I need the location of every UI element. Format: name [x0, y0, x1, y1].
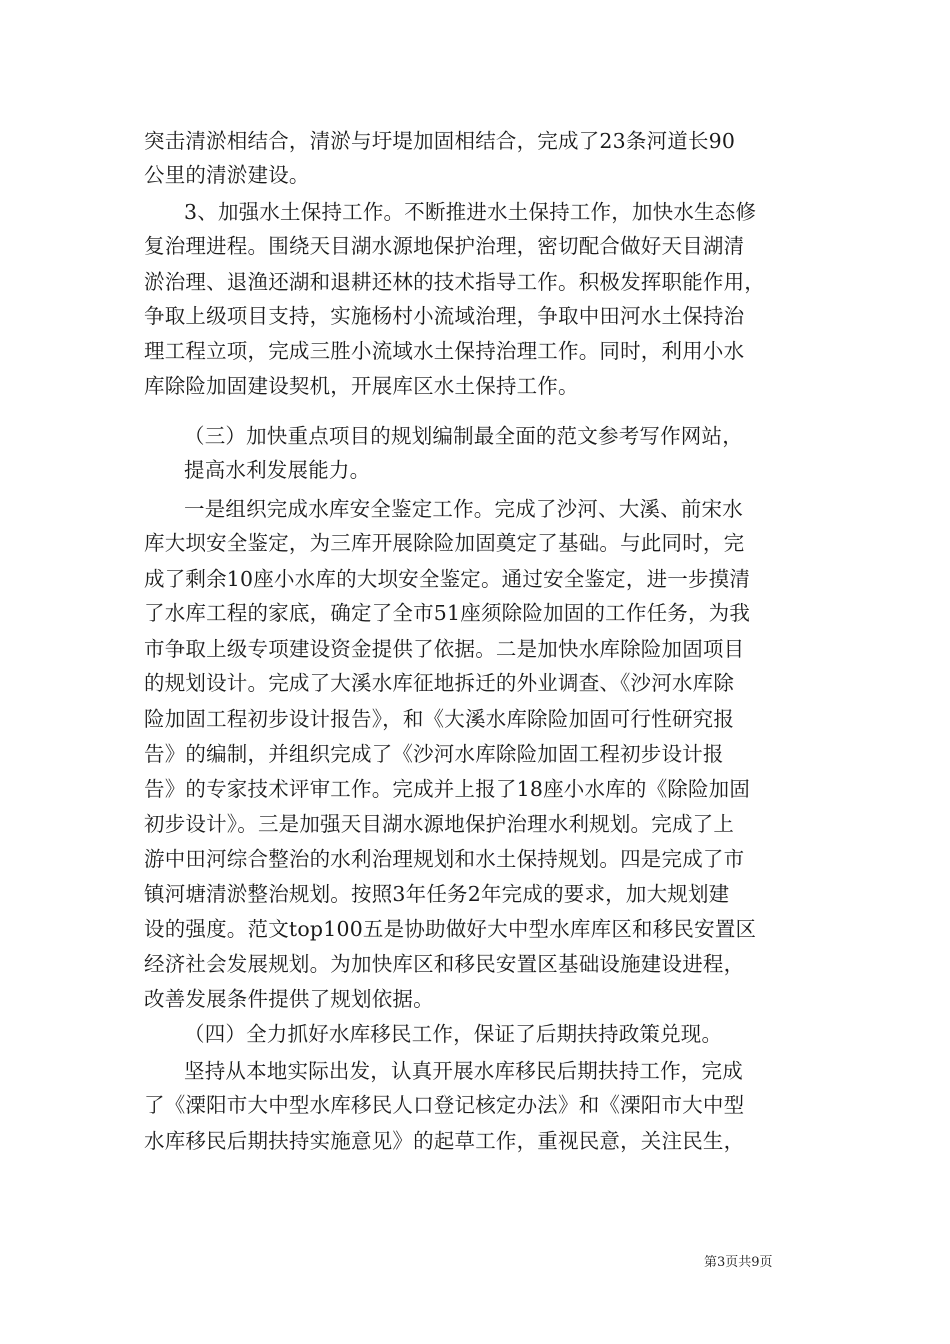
- section-heading-3: 3、加强水土保持工作。不断推进水土保持工作，加快水生态修: [184, 200, 757, 224]
- body-text-line: 初步设计》。三是加强天目湖水源地保护治理水利规划。完成了上: [144, 812, 735, 836]
- body-text-line: 改善发展条件提供了规划依据。: [144, 987, 434, 1011]
- body-text-line: 理工程立项，完成三胜小流域水土保持治理工作。同时，利用小水: [144, 339, 745, 363]
- body-text-line: 市争取上级专项建设资金提供了依据。二是加快水库除险加固项目: [144, 637, 745, 661]
- body-text-line: 险加固工程初步设计报告》，和《大溪水库除险加固可行性研究报: [144, 707, 735, 731]
- body-text-line: 经济社会发展规划。为加快库区和移民安置区基础设施建设进程，: [144, 952, 745, 976]
- body-text-line: 了水库工程的家底，确定了全市51座须除险加固的工作任务，为我: [144, 601, 751, 625]
- body-text-line: 突击清淤相结合，清淤与圩堤加固相结合，完成了23条河道长90: [144, 129, 736, 153]
- body-text-line: 成了剩余10座小水库的大坝安全鉴定。通过安全鉴定，进一步摸清: [144, 567, 751, 591]
- body-text-line: 水库移民后期扶持实施意见》的起草工作，重视民意，关注民生，: [144, 1129, 745, 1153]
- section-heading-san-cont: 提高水利发展能力。: [184, 458, 371, 482]
- body-text-line: 了《溧阳市大中型水库移民人口登记核定办法》和《溧阳市大中型: [144, 1093, 745, 1117]
- body-text-line: 告》的编制，并组织完成了《沙河水库除险加固工程初步设计报: [144, 742, 724, 766]
- body-text-line: 公里的清淤建设。: [144, 163, 310, 187]
- body-text-line: 设的强度。范文top100五是协助做好大中型水库库区和移民安置区: [144, 917, 757, 941]
- paragraph-start: 坚持从本地实际出发，认真开展水库移民后期扶持工作，完成: [184, 1059, 743, 1083]
- body-text-line: 镇河塘清淤整治规划。按照3年任务2年完成的要求，加大规划建: [144, 882, 730, 906]
- body-text-line: 告》的专家技术评审工作。完成并上报了18座小水库的《除险加固: [144, 777, 751, 801]
- paragraph-start: 一是组织完成水库安全鉴定工作。完成了沙河、大溪、前宋水: [184, 497, 743, 521]
- section-heading-san: （三）加快重点项目的规划编制最全面的范文参考写作网站，: [184, 424, 743, 448]
- body-text-line: 淤治理、退渔还湖和退耕还林的技术指导工作。积极发挥职能作用，: [144, 270, 765, 294]
- section-heading-si: （四）全力抓好水库移民工作，保证了后期扶持政策兑现。: [184, 1022, 723, 1046]
- body-text-line: 复治理进程。围绕天目湖水源地保护治理，密切配合做好天目湖清: [144, 234, 745, 258]
- body-text-line: 的规划设计。完成了大溪水库征地拆迁的外业调查、《沙河水库除: [144, 671, 735, 695]
- body-text-line: 库除险加固建设契机，开展库区水土保持工作。: [144, 374, 579, 398]
- body-text-line: 游中田河综合整治的水利治理规划和水土保持规划。四是完成了市: [144, 847, 745, 871]
- body-text-line: 争取上级项目支持，实施杨村小流域治理，争取中田河水土保持治: [144, 304, 745, 328]
- page-number: 第3页共9页: [704, 1255, 773, 1270]
- body-text-line: 库大坝安全鉴定，为三库开展除险加固奠定了基础。与此同时，完: [144, 531, 745, 555]
